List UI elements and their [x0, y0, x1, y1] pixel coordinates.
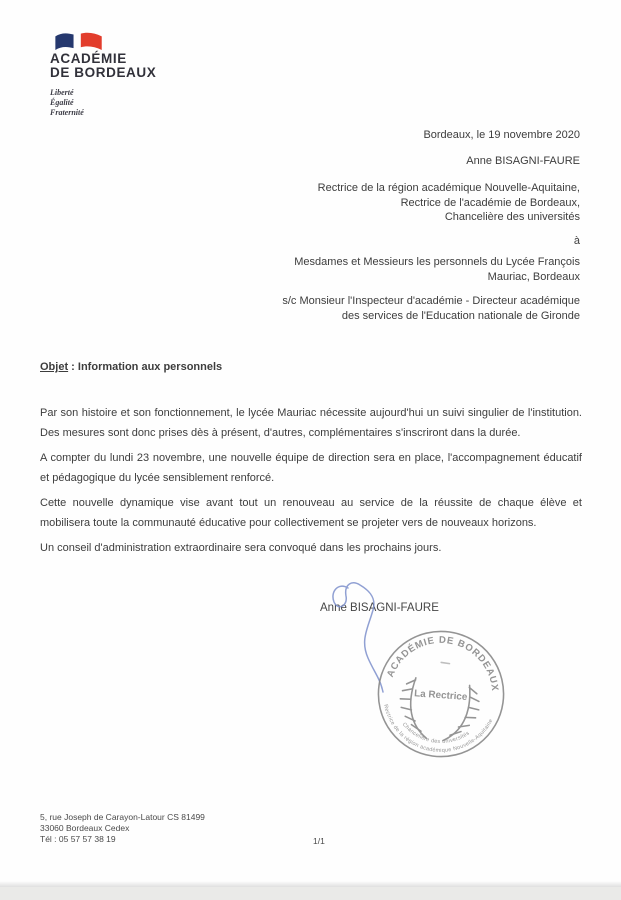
footer-phone: Tél : 05 57 57 38 19	[40, 834, 116, 844]
via-block	[282, 294, 580, 323]
body-paragraph: A compter du lundi 23 novembre, une nouvelle équipe de direction sera en place, l'accompagnement éducatif et pédagogique du lycée sensiblement renforcé.	[40, 452, 582, 484]
body-paragraph: Par son histoire et son fonctionnement, le lycée Mauriac nécessite aujourd'hui un suivi singulier de l'institution. Des mesures sont donc prises dès à présent, d'autres, complémentaires s'inscriront dans la durée.	[40, 407, 582, 439]
body-paragraph: Un conseil d'administration extraordinaire sera convoqué dans les prochains jours.	[40, 542, 442, 554]
seal-center-text: La Rectrice	[413, 688, 468, 703]
sender-name: Anne BISAGNI-FAURE	[466, 154, 580, 167]
seal-texts	[375, 627, 507, 761]
sender-title-line3: Chancelière des universités	[444, 211, 580, 223]
page-number: 1/1	[313, 836, 325, 846]
letter-body	[40, 403, 582, 563]
flag-blue-shape	[55, 33, 73, 50]
seal-bottom-inner-text: Chancelière des universités	[400, 721, 471, 746]
motto-line1: Liberté	[50, 88, 74, 97]
footer-address-line1: 5, rue Joseph de Carayon-Latour CS 81499	[40, 812, 205, 822]
rectorate-seal-stamp	[368, 621, 514, 767]
body-paragraph: Cette nouvelle dynamique vise avant tout un renouveau au service de la réussite de chaque élève et mobilisera toute la communauté éducative pour collectivement se projeter vers de nouveaux horizons.	[40, 497, 582, 529]
subject-line	[40, 361, 222, 373]
subject-separator: :	[68, 361, 78, 373]
footer-address-line2: 33060 Bordeaux Cedex	[40, 823, 130, 833]
subject-text: Information aux personnels	[77, 361, 223, 373]
seal-top-text: ACADÉMIE DE BORDEAUX	[385, 634, 501, 693]
svg-text:ACADÉMIE DE BORDEAUX	[385, 627, 507, 693]
recipient-block	[282, 255, 580, 284]
seal-bottom-outer-text: Rectrice de la région académique Nouvelle-Aquitaine	[382, 703, 495, 754]
recipient-line1: Mesdames et Messieurs les personnels du Lycée François	[294, 256, 580, 268]
sender-title-line2: Rectrice de l'académie de Bordeaux,	[400, 196, 580, 209]
via-line1: s/c Monsieur l'Inspecteur d'académie - Directeur académique	[282, 295, 580, 307]
sender-title-line1: Rectrice de la région académique Nouvelle-Aquitaine,	[317, 182, 580, 194]
motto-line3: Fraternité	[50, 108, 84, 117]
signatory-typed-name: Anne BISAGNI-FAURE	[320, 602, 439, 614]
flag-red-shape	[81, 33, 102, 50]
letter-heading	[282, 128, 580, 323]
svg-text:Rectrice de la région académiq	[376, 703, 494, 761]
to-word: à	[573, 234, 580, 247]
via-line2: des services de l'Education nationale de Gironde	[341, 309, 580, 322]
motto-line2: Égalité	[50, 98, 74, 107]
org-name-line1: ACADÉMIE	[50, 51, 127, 66]
page-edge-strip	[0, 887, 621, 900]
letterhead	[50, 30, 156, 118]
subject-label: Objet	[40, 361, 69, 373]
footer-address	[40, 812, 205, 845]
french-flag-icon	[50, 30, 108, 50]
sender-titles	[282, 181, 580, 225]
org-name-line2: DE BORDEAUX	[50, 64, 157, 80]
republic-motto	[50, 88, 156, 118]
seal-dash	[441, 662, 449, 663]
organization-name	[50, 52, 156, 79]
dateline: Bordeaux, le 19 novembre 2020	[423, 129, 580, 141]
recipient-line2: Mauriac, Bordeaux	[487, 270, 580, 283]
